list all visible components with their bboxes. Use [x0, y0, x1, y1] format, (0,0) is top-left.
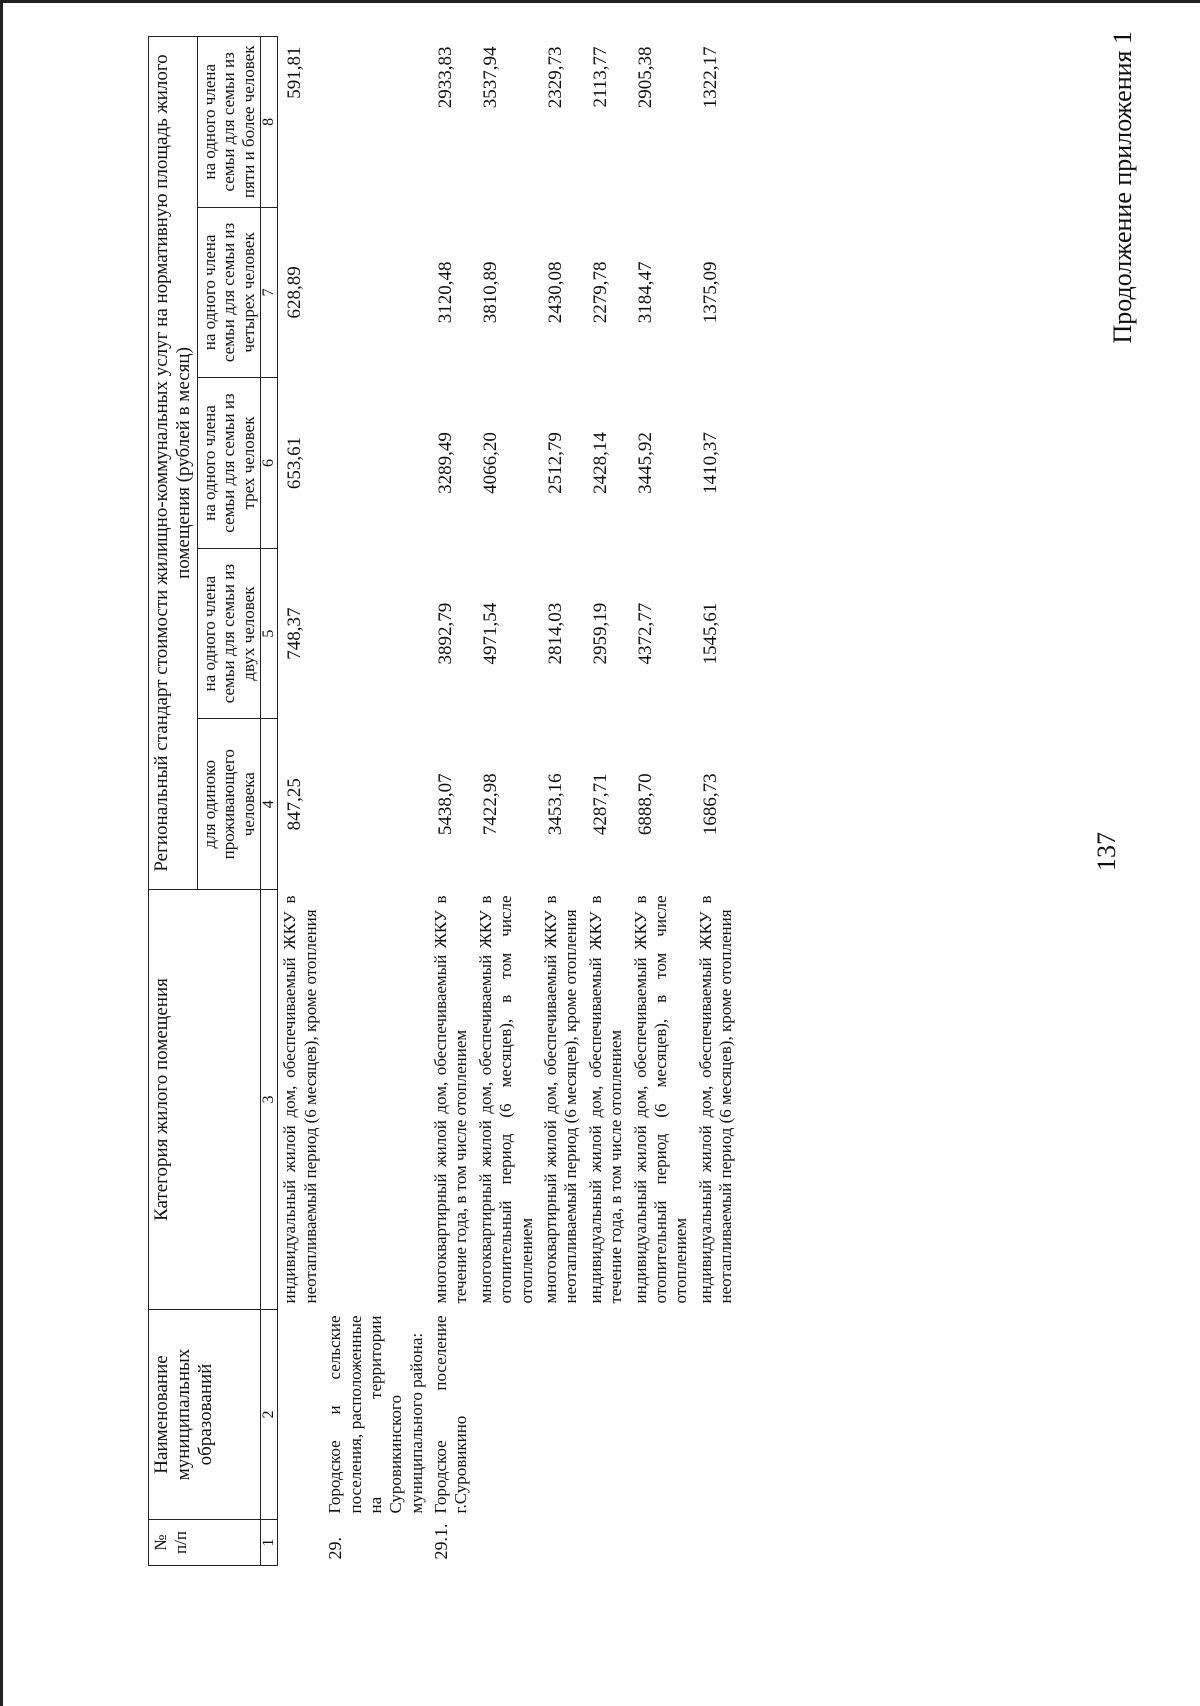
value-family-4: 3120,48 [435, 261, 457, 324]
table-row [474, 37, 539, 1566]
row-number: 29. [325, 1537, 346, 1560]
header-group: Региональный стандарт стоимости жилищно-коммунальных услуг на нормативную площадь жилого помещения (рублей в месяц) [149, 37, 198, 890]
row-name [584, 1310, 629, 1520]
value-family-5: 1322,17 [699, 46, 721, 109]
header-sub-4: для одиноко проживающего человека [197, 719, 261, 890]
value-family-4: 628,89 [284, 266, 306, 319]
value-family-4: 3810,89 [479, 261, 501, 324]
table-row [629, 37, 694, 1566]
column-index: 4 [261, 719, 278, 890]
value-family-2: 3892,79 [435, 602, 457, 665]
value-single: 1686,73 [699, 773, 721, 836]
row-number [584, 1520, 629, 1566]
value-family-5: 2329,73 [545, 46, 567, 109]
header-col-name: Наименование муниципальных образований [149, 1310, 261, 1520]
value-family-2: 4971,54 [479, 602, 501, 665]
value-family-2: 1545,61 [699, 602, 721, 665]
header-row-1 [149, 37, 198, 1566]
value-family-5: 2113,77 [589, 46, 611, 108]
value-single: 4287,71 [589, 773, 611, 836]
header-sub-7: на одного члена семьи для семьи из четырех человек [197, 207, 261, 378]
row-number: 29.1. [431, 1523, 452, 1560]
row-category [323, 890, 429, 1310]
row-number [629, 1520, 694, 1566]
value-family-5: 2905,38 [634, 46, 656, 109]
table-row [323, 37, 429, 1566]
row-name: Городское поселение г.Суровикино [431, 1315, 471, 1514]
value-family-3: 3289,49 [435, 432, 457, 494]
value-family-4: 1375,09 [699, 261, 721, 324]
value-family-4: 3184,47 [634, 261, 656, 324]
table-row [278, 37, 323, 1566]
value-family-3: 653,61 [284, 436, 306, 490]
value-family-2: 4372,77 [634, 602, 656, 665]
column-index: 5 [261, 548, 278, 719]
value-family-5: 3537,94 [479, 46, 501, 109]
value-single: 6888,70 [634, 773, 656, 836]
table-row [694, 37, 739, 1566]
value-family-4: 2430,08 [545, 261, 567, 324]
table-row [539, 37, 584, 1566]
row-number [278, 1520, 323, 1566]
value-family-5: 2933,83 [435, 46, 457, 109]
value-family-3: 1410,37 [699, 432, 721, 494]
column-index: 8 [261, 37, 278, 208]
header-col-category: Категория жилого помещения [149, 890, 261, 1310]
value-family-5: 591,81 [284, 46, 306, 99]
row-name [474, 1310, 539, 1520]
row-name [539, 1310, 584, 1520]
value-single: 7422,98 [479, 773, 501, 836]
column-index: 6 [261, 378, 278, 549]
column-index: 7 [261, 207, 278, 378]
header-sub-5: на одного члена семьи для семьи из двух человек [197, 548, 261, 719]
row-category: индивидуальный жилой дом, обеспечиваемый ЖКУ в неотапливаемый период (6 месяцев), кроме отопления [695, 895, 736, 1304]
column-index: 3 [261, 890, 278, 1310]
value-family-3: 2428,14 [589, 432, 611, 494]
value-family-4: 2279,78 [589, 261, 611, 324]
column-index-row [261, 37, 278, 1566]
row-category: индивидуальный жилой дом, обеспечиваемый ЖКУ в неотапливаемый период (6 месяцев), кроме отопления [280, 895, 320, 1304]
value-single: 3453,16 [545, 773, 567, 836]
column-index: 2 [261, 1310, 278, 1520]
value-family-2 [323, 548, 429, 719]
value-family-3: 2512,79 [545, 432, 567, 494]
table-row [584, 37, 629, 1566]
value-family-3: 4066,20 [479, 432, 501, 494]
row-name [694, 1310, 739, 1520]
row-category: многоквартирный жилой дом, обеспечиваемый ЖКУ в отопительный период (6 месяцев), в том числе отоплением [475, 895, 536, 1304]
table-row [429, 37, 474, 1566]
header-col-no: № п/п [149, 1520, 261, 1566]
header-sub-6: на одного члена семьи для семьи из трех человек [197, 378, 261, 549]
continuation-heading: Продолжение приложения 1 [1108, 31, 1137, 344]
value-family-3: 3445,92 [634, 432, 656, 494]
value-family-2: 2814,03 [545, 602, 567, 665]
value-single: 847,25 [284, 778, 306, 831]
value-family-2: 748,37 [284, 607, 306, 660]
value-single: 5438,07 [435, 773, 457, 836]
row-name: Городское и сельские поселения, расположенные на территории Суровикинского муниципального района: [325, 1315, 426, 1514]
value-family-5 [323, 37, 429, 208]
row-category: многоквартирный жилой дом, обеспечиваемый ЖКУ в неотапливаемый период (6 месяцев), кроме отопления [541, 895, 581, 1304]
value-family-3 [323, 378, 429, 549]
page-number: 137 [1092, 832, 1121, 871]
column-index: 1 [261, 1520, 278, 1566]
header-sub-8: на одного члена семьи для семьи из пяти и более человек [197, 37, 261, 208]
value-family-2: 2959,19 [589, 602, 611, 665]
tariff-table [148, 36, 739, 1566]
row-category: многоквартирный жилой дом, обеспечиваемый ЖКУ в течение года, в том числе отоплением [431, 895, 471, 1304]
value-family-4 [323, 207, 429, 378]
value-single [323, 719, 429, 890]
row-category: индивидуальный жилой дом, обеспечиваемый ЖКУ в отопительный период (6 месяцев), в том числе отоплением [630, 895, 691, 1304]
row-name [278, 1310, 323, 1520]
row-category: индивидуальный жилой дом, обеспечиваемый ЖКУ в течение года, в том числе отоплением [585, 895, 626, 1304]
row-number [474, 1520, 539, 1566]
row-name [629, 1310, 694, 1520]
row-number [539, 1520, 584, 1566]
row-number [694, 1520, 739, 1566]
